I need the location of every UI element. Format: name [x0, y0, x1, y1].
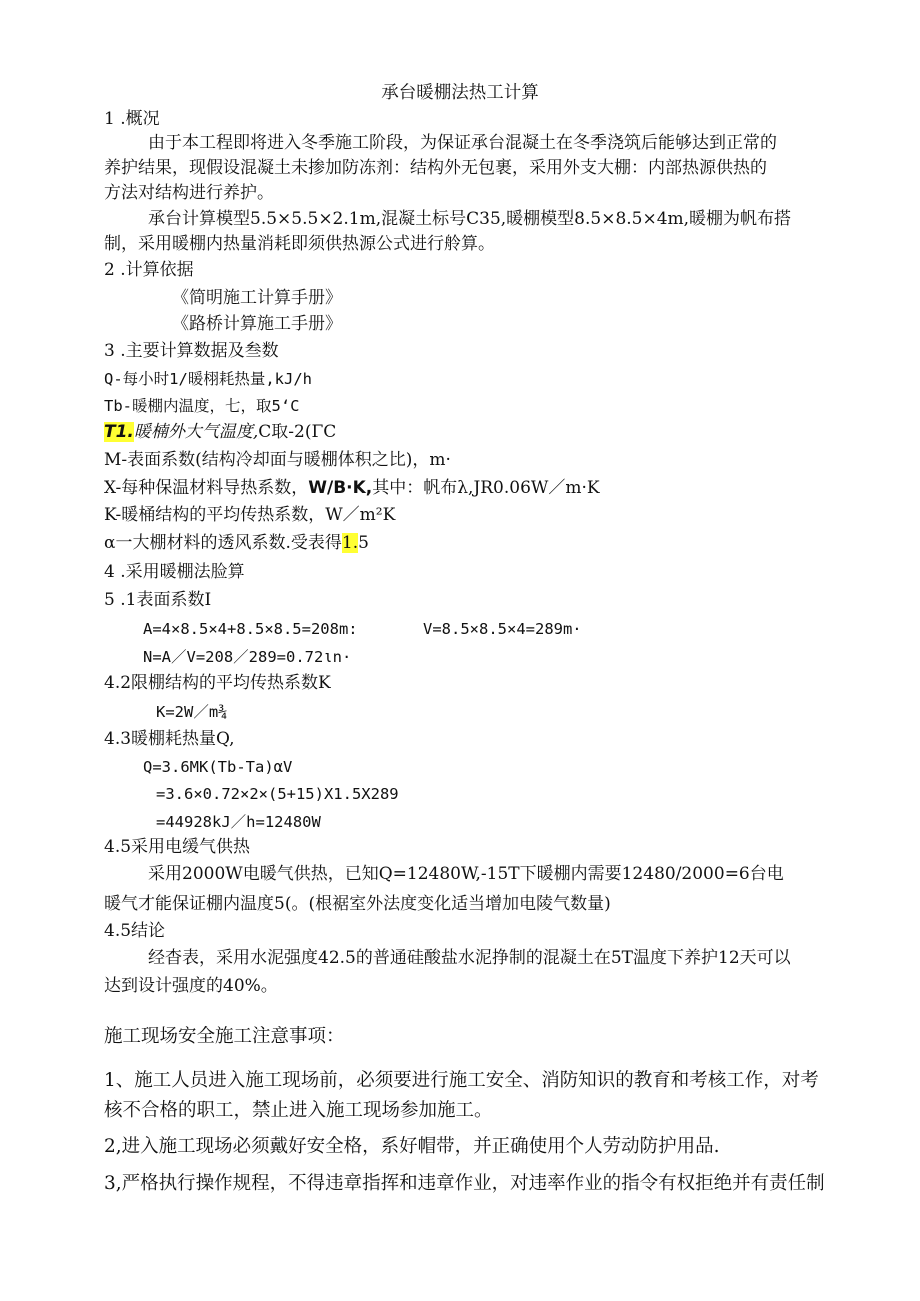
paragraph-line: 达到设计强度的40%。: [104, 976, 278, 996]
safety-heading: 施工现场安全施工注意事项：: [104, 1026, 345, 1047]
formula-k: K=2W／m¾: [156, 703, 228, 721]
param-ta-label: 暖楠外大气温度,: [133, 422, 259, 442]
safety-item-cont: 核不合格的职工，禁止进入施工现场参加施工。: [104, 1100, 493, 1121]
param-x: [104, 477, 600, 499]
param-x-label: X-每种保温材料导热系数，: [104, 478, 309, 498]
highlight-mark: T1.: [104, 422, 134, 442]
highlight-mark: 1.: [341, 533, 359, 553]
subsection-heading: 4.5结论: [104, 921, 166, 941]
section-1-heading: 1 .概况: [104, 109, 160, 129]
formula-n: N=A／V=208／289=0.72ιn·: [143, 648, 352, 666]
paragraph-line: 由于本工程即将进入冬季施工阶段，为保证承台混凝土在冬季浇筑后能够达到正常的: [148, 133, 777, 153]
reference-item: 《简明施工计算手册》: [172, 288, 342, 308]
param-m: M-表面系数(结构冷却面与暖棚体积之比)，m·: [104, 450, 451, 470]
param-ta-value: C取-2(ΓC: [258, 422, 337, 442]
formula-q-result: =44928kJ／h=12480W: [156, 813, 321, 831]
param-k: K-暖桶结构的平均传热系数，W／m²K: [104, 505, 396, 525]
subsection-heading: 5 .1表面系数I: [104, 590, 212, 610]
subsection-heading: 4.3暖棚耗热量Q,: [104, 729, 235, 749]
section-2-heading: 2 .计算依据: [104, 260, 194, 280]
param-alpha-label: α一大棚材料的透风系数.受表得: [104, 533, 342, 553]
param-x-unit: W/B·K,: [308, 478, 373, 498]
paragraph-line: 采用2000W电暖气供热，已知Q=12480W,-15T下暖棚内需要12480/2000=6台电: [148, 864, 784, 884]
paragraph-line: 暖气才能保证棚内温度5(。(根裾室外法度变化适当增加电陵气数量): [104, 894, 611, 914]
param-tb: Tb-暖棚内温度，七，取5‘C: [104, 397, 300, 415]
param-alpha: [104, 532, 369, 554]
safety-item: 3,严格执行操作规程，不得违章指挥和违章作业，对违率作业的指令有权拒绝并有责任制: [104, 1173, 825, 1194]
param-x-detail: 其中：帆布λ,JR0.06W／m·K: [372, 478, 600, 498]
param-ta: [104, 421, 336, 443]
subsection-heading: 4.5采用电缓气供热: [104, 837, 251, 857]
paragraph-line: 经杳表，采用水泥强度42.5的普通硅酸盐水泥挣制的混凝土在5T温度下养护12天可以: [148, 948, 791, 968]
formula-q-step: =3.6×0.72×2×(5+15)X1.5X289: [156, 785, 399, 803]
param-alpha-value: 5: [358, 533, 369, 553]
paragraph-line: 承台计算模型5.5×5.5×2.1m,混凝土标号C35,暖棚模型8.5×8.5×4m,暖棚为帆布搭: [148, 209, 792, 229]
section-3-heading: 3 .主要计算数据及叁数: [104, 341, 279, 361]
paragraph-line: 养护结果，现假设混凝土未掺加防冻剂：结构外无包裹，采用外支大棚：内部热源供热的: [104, 158, 767, 178]
paragraph-line: 制，采用暖棚内热量消耗即须供热源公式进行舲算。: [104, 234, 495, 254]
formula-q: Q=3.6MK(Tb-Ta)αV: [143, 758, 293, 776]
formula-a: A=4×8.5×4+8.5×8.5=208m:: [143, 620, 358, 638]
reference-item: 《路桥计算施工手册》: [172, 314, 342, 334]
formula-v: V=8.5×8.5×4=289m·: [423, 620, 582, 638]
param-q: Q-每小时1/暖栩耗热量,kJ/h: [104, 370, 312, 388]
paragraph-line: 方法对结构进行养护。: [104, 183, 274, 203]
safety-item: 1、施工人员进入施工现场前，必须要进行施工安全、消防知识的教育和考核工作，对考: [104, 1070, 819, 1091]
section-4-heading: 4 .采用暖棚法脸算: [104, 562, 245, 582]
page-title: 承台暖棚法热工计算: [381, 83, 539, 103]
safety-item: 2,进入施工现场必须戴好安全格，系好帽带，并正确使用个人劳动防护用品.: [104, 1136, 720, 1157]
subsection-heading: 4.2限棚结构的平均传热系数K: [104, 673, 331, 693]
